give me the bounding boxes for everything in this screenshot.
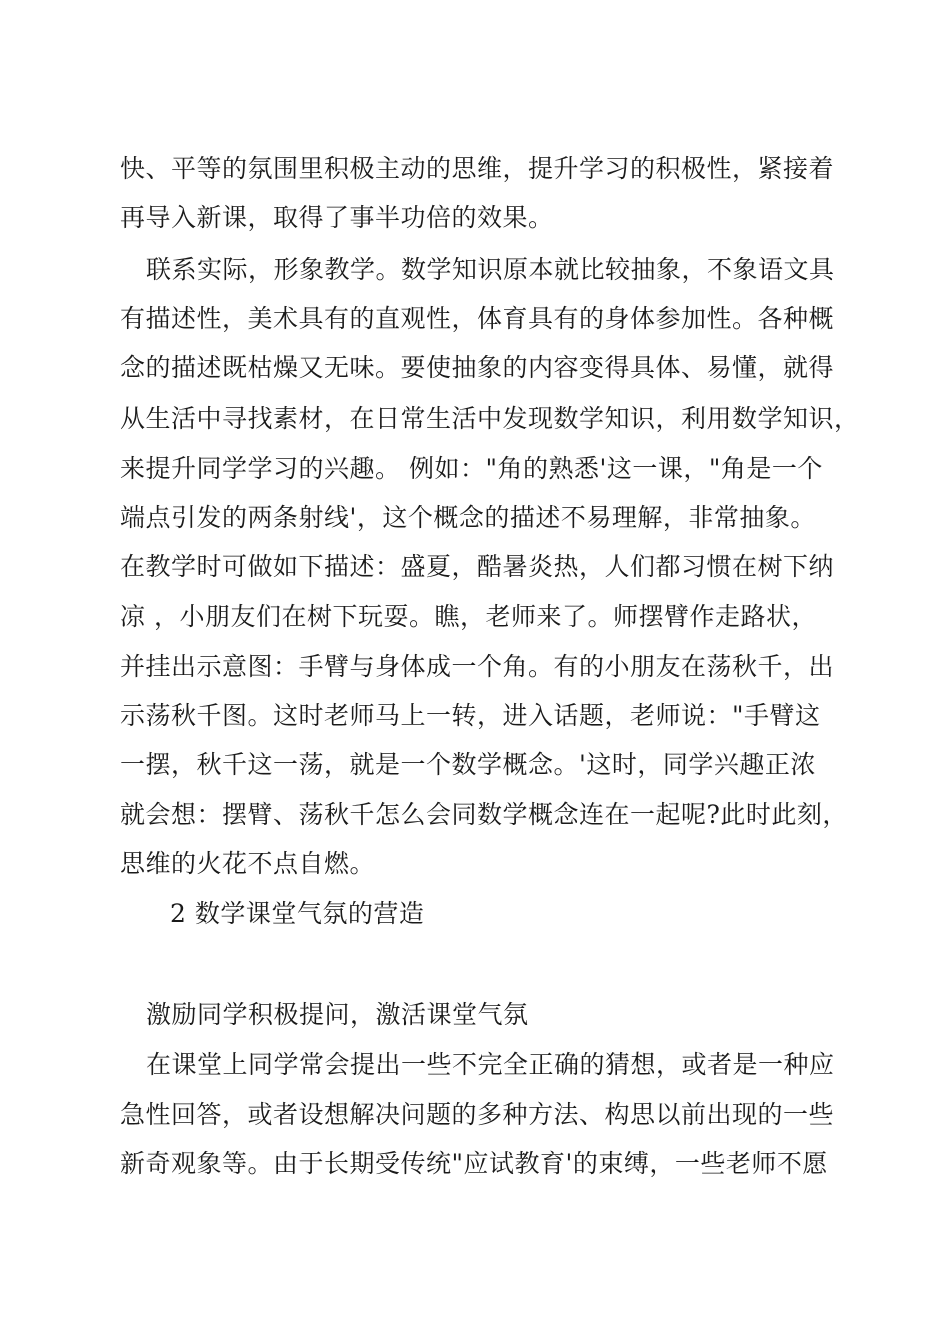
section-heading: 2 数学课堂气氛的营造 [170,899,425,928]
text-line: 示荡秋千图。这时老师马上一转，进入话题，老师说："手臂这 [120,701,821,730]
text-line: 联系实际，形象教学。数学知识原本就比较抽象，不象语文具 [146,255,835,284]
text-line: 思维的火花不点自燃。 [120,849,376,878]
text-line: 快、平等的氛围里积极主动的思维，提升学习的积极性，紧接着 [120,154,835,183]
text-line: 端点引发的两条射线'，这个概念的描述不易理解，非常抽象。 [120,503,816,532]
text-line: 在课堂上同学常会提出一些不完全正确的猜想，或者是一种应 [146,1050,835,1079]
text-line: 念的描述既枯燥又无味。要使抽象的内容变得具体、易懂，就得 [120,353,835,382]
subheading: 激励同学积极提问，激活课堂气氛 [146,1000,529,1029]
text-line: 急性回答，或者设想解决问题的多种方法、构思以前出现的一些 [120,1100,835,1129]
text-line: 就会想：摆臂、荡秋千怎么会同数学概念连在一起呢?此时此刻， [120,800,848,829]
text-line: 从生活中寻找素材，在日常生活中发现数学知识，利用数学知识， [120,404,860,433]
text-line: 在教学时可做如下描述：盛夏，酷暑炎热，人们都习惯在树下纳 [120,552,835,581]
text-line: 凉 ，小朋友们在树下玩耍。瞧，老师来了。师摆臂作走路状， [120,602,817,631]
text-line: 新奇观象等。由于长期受传统"应试教育'的束缚，一些老师不愿 [120,1149,828,1178]
text-line: 并挂出示意图：手臂与身体成一个角。有的小朋友在荡秋千，出 [120,652,835,681]
text-line: 再导入新课，取得了事半功倍的效果。 [120,203,554,232]
text-line: 来提升同学学习的兴趣。 例如："角的熟悉'这一课，"角是一个 [120,454,823,483]
text-line: 一摆，秋千这一荡，就是一个数学概念。'这时，同学兴趣正浓 [120,750,816,779]
text-line: 有描述性，美术具有的直观性，体育具有的身体参加性。各种概 [120,304,835,333]
